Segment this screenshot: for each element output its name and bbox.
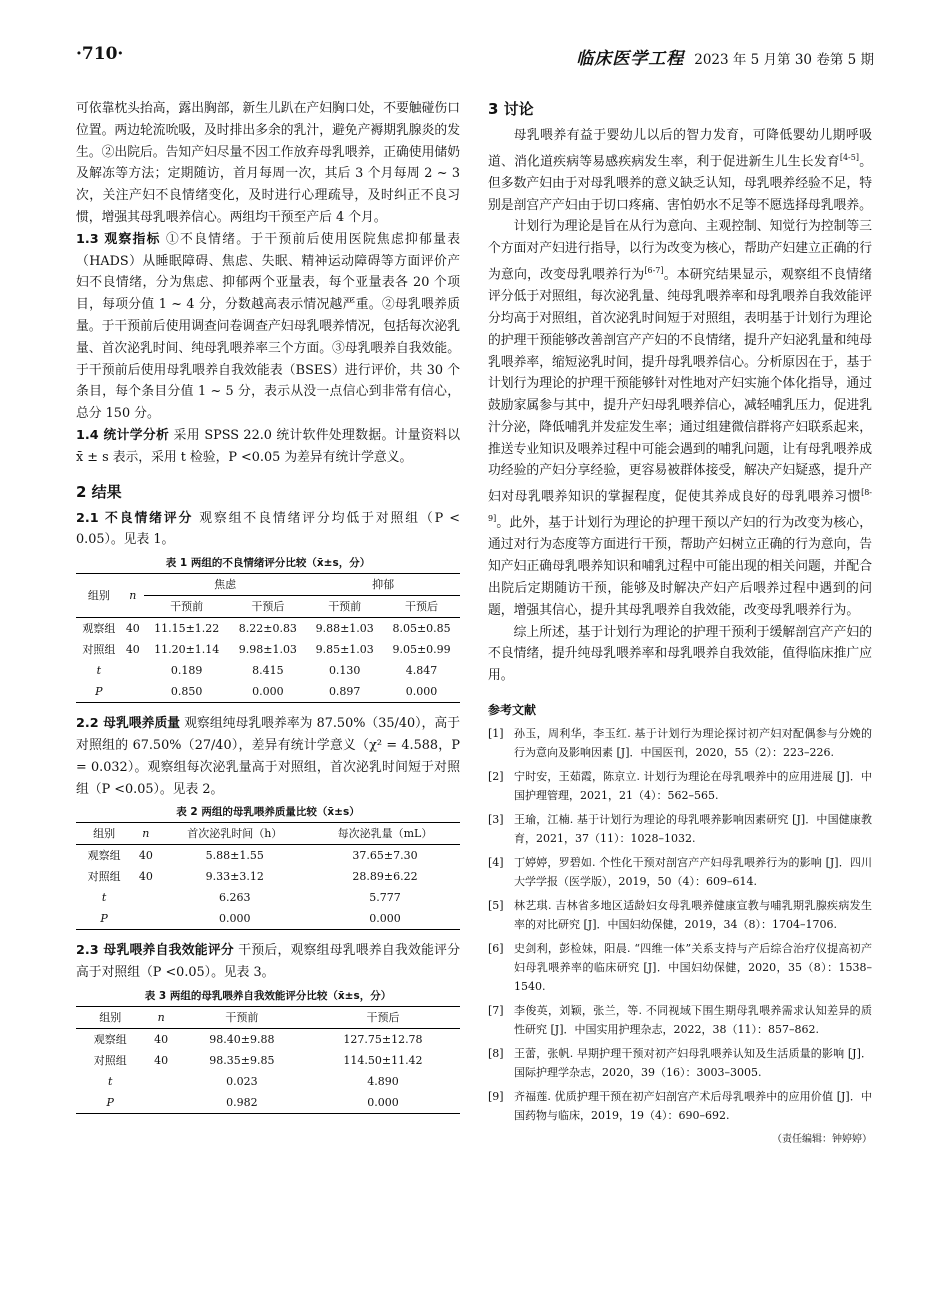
table-header-cell: n: [145, 1006, 178, 1028]
table-cell: 114.50±11.42: [343, 1053, 423, 1067]
page-number: ·710·: [76, 44, 124, 64]
references-title: 参考文献: [488, 702, 537, 717]
section-2-1: [76, 508, 460, 552]
table-2-body: [76, 845, 460, 930]
table-1-header-pre: 干预前: [306, 596, 383, 618]
table-cell: 观察组: [82, 622, 116, 636]
section-1-4: [76, 425, 460, 469]
table-row: [76, 681, 460, 703]
table-cell: [122, 660, 144, 681]
table-cell: 观察组: [87, 849, 121, 863]
journal-info: [576, 44, 874, 69]
table-cell: 98.35±9.85: [209, 1053, 275, 1067]
section-2-1-text: 观察组不良情绪评分均低于对照组（P < 0.05）。见表 1。: [76, 510, 460, 548]
discussion-paragraph-2: [488, 216, 872, 621]
table-row: [76, 1050, 460, 1071]
table-cell: 40: [154, 1032, 169, 1046]
table-3: [76, 1006, 460, 1114]
table-1-header-depression: 抑郁: [306, 574, 460, 596]
table-1-header-pre: 干预前: [144, 596, 229, 618]
reference-item: [488, 939, 872, 996]
table-header-cell: 干预前: [178, 1006, 306, 1028]
section-2-title: 2 结果: [76, 482, 122, 501]
table-1-header-n: n: [122, 574, 144, 618]
table-cell: 9.88±1.03: [315, 622, 374, 636]
section-1-3-text: ①不良情绪。于干预前后使用医院焦虑抑郁量表（HADS）从睡眠障碍、焦虑、失眠、精神运动障碍等方面评价产妇不良情绪，分为焦虑、抑郁两个亚量表，每个亚量表各 20 个项目，每项分值 1 ~ 4 分，分数越高表示情况越严重。②母乳喂养质量。于干预前后使用调查问卷调查产妇母乳喂养情况，包括每次泌乳量、首次泌乳时间、纯母乳喂养率三个方面。③母乳喂养自我效能。于干预前后使用母乳喂养自我效能表（BSES）进行评价，共 30 个条目，每个条目分值 1 ~ 5 分，表示从没一点信心到非常有信心，总分 150 分。: [76, 231, 461, 422]
table-cell: 11.20±1.14: [154, 643, 220, 657]
p1-text-a: 母乳喂养有益于婴幼儿以后的智力发育，可降低婴幼儿期呼吸道、消化道疾病等易感疾病发生率，利于促进新生儿生长发育: [488, 128, 872, 170]
p2-text-c: 。此外，基于计划行为理论的护理干预以产妇的行为改变为核心，通过对行为态度等方面进行干预，帮助产妇树立正确的行为意向，告知产妇正确母乳喂养知识和哺乳过程中可能出现的相关问题，并配合出院后定期随访干预，能够及时解决产妇产后喂养过程中遇到的问题，增强其信心，提升其母乳喂养自我效能，改变母乳喂养行为。: [488, 515, 872, 618]
reference-text: 李俊英，刘颖，张兰，等. 不同视域下围生期母乳喂养需求认知差异的质性研究 [J]．中国实用护理杂志，2022，38（11）：857–862.: [514, 1003, 872, 1036]
table-cell: 8.05±0.85: [392, 622, 451, 636]
table-cell: t: [108, 1074, 113, 1088]
table-cell: 8.22±0.83: [238, 622, 297, 636]
table-header-cell: 干预后: [306, 1006, 460, 1028]
table-3-header: [76, 1006, 460, 1028]
p2-text-a: 计划行为理论是旨在从行为意向、主观控制、知觉行为控制等三个方面对产妇进行指导，以行为改变为核心，帮助产妇建立正确的行为意向，改变母乳喂养行为: [488, 219, 872, 283]
reference-number: [5]: [488, 898, 504, 912]
table-cell: P: [106, 1095, 114, 1109]
intro-paragraph: 可依靠枕头抬高，露出胸部，新生儿趴在产妇胸口处，不要触碰伤口位置。两边轮流吮吸，及时排出多余的乳汁，避免产褥期乳腺炎的发生。②出院后。告知产妇尽量不因工作放弃母乳喂养，正确使用储奶及解冻等方法；定期随访，首月每周一次，其后 3 个月每周 2 ~ 3 次，关注产妇不良情绪变化，及时进行心理疏导，及时纠正不良习惯，增强其母乳喂养信心。两组均干预至产后 4 个月。: [76, 101, 460, 225]
reference-number: [3]: [488, 812, 504, 826]
reference-item: [488, 896, 872, 934]
section-3-title: 3 讨论: [488, 100, 534, 118]
table-cell: 98.40±9.88: [209, 1032, 275, 1046]
table-cell: 40: [138, 870, 153, 884]
reference-text: 宁时安，王茹霞，陈京立. 计划行为理论在母乳喂养中的应用进展 [J]．中国护理管理，2021，21（4）：562–565.: [514, 769, 872, 802]
table-cell: 6.263: [219, 891, 251, 905]
section-2-3-text: 干预后，观察组母乳喂养自我效能评分高于对照组（P <0.05）。见表 3。: [76, 943, 461, 981]
reference-text: 孙玉，周利华，李玉红. 基于计划行为理论探讨初产妇对配偶参与分娩的行为意向及影响因素 [J]．中国医刊，2020，55（2）：223–226.: [514, 726, 872, 759]
table-cell: 40: [125, 643, 140, 657]
table-cell: [122, 681, 144, 703]
reference-item: [488, 1087, 872, 1125]
table-3-body: [76, 1028, 460, 1113]
section-2-2-text: 观察组纯母乳喂养率为 87.50%（35/40），高于对照组的 67.50%（27/40），差异有统计学意义（χ² = 4.588，P = 0.032）。观察组每次泌乳量高于对照组，首次泌乳时间短于对照组（P <0.05）。见表 2。: [76, 716, 461, 797]
section-1-4-title: 1.4 统计学分析: [76, 427, 170, 443]
table-cell: 127.75±12.78: [343, 1032, 423, 1046]
table-1-header-anxiety: 焦虑: [144, 574, 306, 596]
table-header-cell: 首次泌乳时间（h）: [160, 823, 310, 845]
reference-number: [6]: [488, 941, 504, 955]
discussion-paragraph-1: [488, 125, 872, 216]
left-column: [76, 98, 460, 1124]
reference-text: 史剑利，彭检妹，阳晨. “四维一体”关系支持与产后综合治疗仪提高初产妇母乳喂养率的临床研究 [J]．中国妇幼保健，2020，35（8）：1538–1540.: [514, 941, 872, 993]
table-row: [76, 1071, 460, 1092]
table-cell: 40: [125, 622, 140, 636]
table-3-caption: 表 3 两组的母乳喂养自我效能评分比较（x̄±s，分）: [144, 989, 392, 1002]
reference-item: [488, 767, 872, 805]
table-header-cell: n: [132, 823, 159, 845]
section-2-1-title: 2.1 不良情绪评分: [76, 510, 194, 526]
table-cell: 对照组: [93, 1053, 127, 1067]
table-cell: [132, 887, 159, 908]
discussion-paragraph-3: 综上所述，基于计划行为理论的护理干预利于缓解剖宫产产妇的不良情绪，提升纯母乳喂养率和母乳喂养自我效能，值得临床推广应用。: [488, 624, 872, 684]
table-1-header-group: 组别: [76, 574, 122, 618]
p2-text-b: 。本研究结果显示，观察组不良情绪评分低于对照组，每次泌乳量、纯母乳喂养率和母乳喂养自我效能评分均高于对照组，首次泌乳时间短于对照组，表明基于计划行为理论的护理干预能够改善剖宫产产妇的不良情绪，提升产妇泌乳量和纯母乳喂养率，缩短泌乳时间，提升母乳喂养信心。分析原因在于，基于计划行为理论的护理干预能够针对性地对产妇实施个体化指导，通过鼓励家属参与其中，提升产妇母乳喂养信心，减轻哺乳压力，促进乳汁分泌，降低哺乳并发症发生率；通过组建微信群将产妇联系起来，推送专业知识及喂养过程中可能会遇到的哺乳问题，让有母乳喂养成功经验的产妇分享经验，更容易被群体接受，解决产妇疑惑，提升产妇对母乳喂养知识的掌握程度，促使其养成良好的母乳喂养习惯: [488, 267, 872, 505]
table-cell: 0.023: [226, 1074, 258, 1088]
table-row: [76, 1092, 460, 1114]
table-cell: 5.88±1.55: [205, 849, 264, 863]
reference-item: [488, 724, 872, 762]
table-row: [76, 866, 460, 887]
table-cell: 40: [138, 849, 153, 863]
citation: [6-7]: [644, 266, 664, 276]
table-cell: 11.15±1.22: [154, 622, 220, 636]
reference-number: [7]: [488, 1003, 504, 1017]
table-cell: 对照组: [87, 870, 121, 884]
table-cell: P: [100, 912, 108, 926]
table-row: [76, 1028, 460, 1050]
table-row: [76, 639, 460, 660]
right-column: [488, 98, 872, 1145]
table-cell: [145, 1071, 178, 1092]
table-1: [76, 573, 460, 703]
table-cell: 40: [154, 1053, 169, 1067]
table-cell: 28.89±6.22: [352, 870, 418, 884]
citation: [4-5]: [839, 152, 859, 162]
table-1-caption: 表 1 两组的不良情绪评分比较（x̄±s，分）: [165, 557, 371, 570]
table-cell: 0.982: [226, 1095, 258, 1109]
reference-text: 王蕾，张帆. 早期护理干预对初产妇母乳喂养认知及生活质量的影响 [J]．国际护理学杂志，2020，39（16）：3003–3005.: [514, 1046, 872, 1079]
section-1-4-text: 采用 SPSS 22.0 统计软件处理数据。计量资料以 x̄ ± s 表示，采用 t 检验，P <0.05 为差异有统计学意义。: [76, 427, 461, 465]
table-row: [76, 908, 460, 930]
p1-text-b: 。但多数产妇由于对母乳喂养的意义缺乏认知，母乳喂养经验不足，特别是剖宫产产妇由于切口疼痛、害怕奶水不足等不愿选择母乳喂养。: [488, 154, 872, 213]
table-cell: 0.897: [328, 685, 361, 699]
section-2-3: [76, 940, 460, 984]
reference-number: [2]: [488, 769, 504, 783]
reference-item: [488, 1001, 872, 1039]
table-cell: t: [101, 891, 107, 905]
table-cell: 5.777: [369, 891, 401, 905]
table-row: [76, 660, 460, 681]
table-cell: 9.33±3.12: [205, 870, 264, 884]
table-cell: 对照组: [82, 643, 116, 657]
reference-item: [488, 1044, 872, 1082]
page-header: [76, 44, 874, 84]
table-cell: 0.000: [252, 685, 284, 699]
table-cell: [145, 1092, 178, 1114]
section-2-3-title: 2.3 母乳喂养自我效能评分: [76, 943, 234, 959]
reference-item: [488, 853, 872, 891]
reference-number: [4]: [488, 855, 504, 869]
table-header-cell: 每次泌乳量（mL）: [310, 823, 460, 845]
reference-text: 齐福莲. 优质护理干预在初产妇剖宫产术后母乳喂养中的应用价值 [J]．中国药物与临床，2019，19（4）：690–692.: [514, 1089, 872, 1122]
table-header-cell: 组别: [76, 823, 132, 845]
table-2-caption: 表 2 两组的母乳喂养质量比较（x̄±s）: [176, 806, 360, 819]
table-cell: 0.000: [369, 912, 401, 926]
reference-number: [9]: [488, 1089, 504, 1103]
table-cell: t: [96, 664, 102, 678]
editor-note: （责任编辑：钟婷婷）: [772, 1133, 872, 1145]
section-2-2: [76, 713, 460, 800]
table-cell: 0.189: [170, 664, 203, 678]
table-cell: 4.847: [405, 664, 438, 678]
table-1-body: [76, 618, 460, 703]
table-row: [76, 845, 460, 867]
table-1-header-post: 干预后: [229, 596, 306, 618]
table-cell: 37.65±7.30: [352, 849, 418, 863]
table-cell: 8.415: [252, 664, 284, 678]
reference-text: 林艺琪. 吉林省多地区适龄妇女母乳喂养健康宣教与哺乳期乳腺疾病发生率的对比研究 [J]．中国妇幼保健，2019，34（8）：1704–1706.: [514, 898, 872, 931]
table-header-cell: 组别: [76, 1006, 145, 1028]
table-cell: 0.000: [219, 912, 251, 926]
table-cell: 0.850: [170, 685, 203, 699]
table-cell: 0.000: [367, 1095, 399, 1109]
reference-item: [488, 810, 872, 848]
table-cell: 0.130: [328, 664, 361, 678]
reference-text: 丁婷婷，罗碧如. 个性化干预对剖宫产产妇母乳喂养行为的影响 [J]．四川大学学报（医学版），2019，50（4）：609–614.: [514, 855, 872, 888]
table-1-header-post: 干预后: [383, 596, 460, 618]
table-cell: 4.890: [367, 1074, 399, 1088]
citation: [8-9]: [488, 488, 872, 524]
reference-number: [8]: [488, 1046, 504, 1060]
table-row: [76, 887, 460, 908]
reference-number: [1]: [488, 726, 504, 740]
table-cell: 9.05±0.99: [392, 643, 451, 657]
table-cell: 9.85±1.03: [315, 643, 374, 657]
table-2: [76, 822, 460, 930]
section-2-2-title: 2.2 母乳喂养质量: [76, 716, 181, 732]
journal-logo: 临床医学工程: [576, 49, 685, 69]
table-cell: 9.98±1.03: [238, 643, 297, 657]
table-cell: P: [95, 685, 103, 699]
section-1-3: [76, 229, 460, 425]
issue-info: 2023 年 5 月第 30 卷第 5 期: [694, 52, 874, 68]
reference-text: 王瑜，江楠. 基于计划行为理论的母乳喂养影响因素研究 [J]．中国健康教育，2021，37（11）：1028–1032.: [514, 812, 872, 845]
section-1-3-title: 1.3 观察指标: [76, 231, 161, 247]
table-2-header: [76, 823, 460, 845]
table-row: [76, 618, 460, 640]
reference-list: [488, 724, 872, 1125]
table-cell: 0.000: [405, 685, 438, 699]
table-cell: [132, 908, 159, 930]
table-cell: 观察组: [93, 1032, 127, 1046]
